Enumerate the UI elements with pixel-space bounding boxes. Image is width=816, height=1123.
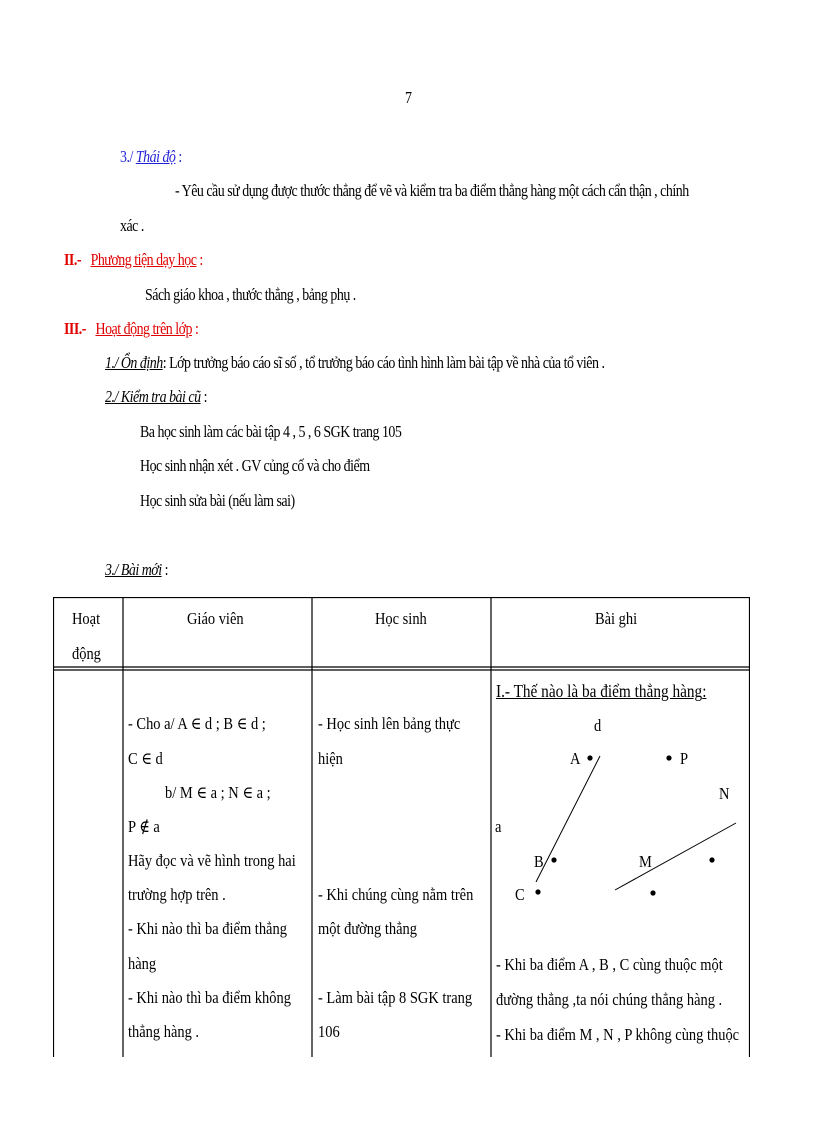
point-N-dot bbox=[709, 857, 714, 862]
check-label: 2./ Kiểm tra bài cũ bbox=[105, 387, 201, 406]
label-C: C bbox=[515, 885, 525, 904]
point-M-dot bbox=[650, 890, 655, 895]
new-lesson-suffix: : bbox=[164, 560, 169, 579]
teacher-line-2: C ∈ d bbox=[128, 749, 163, 768]
teacher-line-5: Hãy đọc và vẽ hình trong hai bbox=[128, 851, 296, 870]
attitude-line-2: xác . bbox=[120, 216, 144, 235]
line-a bbox=[615, 823, 736, 890]
teacher-line-4: P ∉ a bbox=[128, 817, 160, 836]
label-B: B bbox=[534, 852, 544, 871]
stabilize-line bbox=[105, 353, 604, 373]
three-points-figure bbox=[492, 697, 750, 907]
section3-number: III.- bbox=[64, 319, 86, 338]
section3-heading bbox=[64, 319, 198, 339]
label-a: a bbox=[495, 817, 502, 836]
label-N: N bbox=[719, 784, 730, 803]
teacher-line-7: - Khi nào thì ba điểm thẳng bbox=[128, 919, 287, 938]
new-lesson-heading bbox=[105, 560, 168, 580]
stabilize-label: 1./ Ổn định bbox=[105, 353, 163, 372]
check-heading bbox=[105, 387, 207, 407]
page-number: 7 bbox=[405, 88, 412, 107]
lesson-table bbox=[53, 597, 750, 1057]
teacher-line-1: - Cho a/ A ∈ d ; B ∈ d ; bbox=[128, 714, 266, 733]
section3-suffix: : bbox=[194, 319, 199, 338]
teacher-line-9: - Khi nào thì ba điểm không bbox=[128, 988, 291, 1007]
section2-number: II.- bbox=[64, 250, 82, 269]
label-d: d bbox=[594, 716, 602, 735]
header-student: Học sinh bbox=[375, 609, 427, 628]
point-P bbox=[666, 755, 671, 760]
attitude-title: Thái độ bbox=[135, 147, 176, 166]
attitude-heading bbox=[120, 147, 182, 167]
header-teacher: Giáo viên bbox=[187, 609, 244, 628]
label-A: A bbox=[570, 749, 581, 768]
notes-heading-title: I.- Thế nào là ba điểm thẳng hàng bbox=[496, 681, 703, 701]
header-notes: Bài ghi bbox=[595, 609, 638, 628]
new-lesson-label: 3./ Bài mới bbox=[105, 560, 162, 579]
student-line-6: 106 bbox=[318, 1022, 340, 1041]
section2-suffix: : bbox=[199, 250, 203, 269]
point-A bbox=[587, 755, 592, 760]
check-line-1: Ba học sinh làm các bài tập 4 , 5 , 6 SGK trang 105 bbox=[140, 422, 402, 441]
student-line-3: - Khi chúng cùng nằm trên bbox=[318, 885, 474, 904]
student-line-2: hiện bbox=[318, 749, 343, 768]
teacher-line-6: trường hợp trên . bbox=[128, 885, 226, 904]
teacher-line-8: hàng bbox=[128, 954, 157, 973]
label-M: M bbox=[639, 852, 652, 871]
teacher-line-10: thẳng hàng . bbox=[128, 1022, 200, 1041]
label-P: P bbox=[680, 749, 689, 768]
student-line-1: - Học sinh lên bảng thực bbox=[318, 714, 461, 733]
check-suffix: : bbox=[203, 387, 207, 406]
header-activity-line2: động bbox=[72, 644, 101, 663]
notes-heading-suffix: : bbox=[702, 681, 707, 701]
check-line-3: Học sinh sửa bài (nếu làm sai) bbox=[140, 491, 295, 510]
section2-heading bbox=[64, 250, 203, 270]
point-B bbox=[551, 857, 556, 862]
stabilize-text: : Lớp trưởng báo cáo sĩ số , tổ trưởng báo cáo tình hình làm bài tập về nhà của tổ viên . bbox=[162, 353, 605, 372]
section2-title: Phương tiện dạy học bbox=[90, 250, 197, 269]
notes-line-3: - Khi ba điểm M , N , P không cùng thuộc bbox=[496, 1025, 740, 1044]
line-d bbox=[536, 756, 600, 882]
notes-line-2: đường thẳng ,ta nói chúng thẳng hàng . bbox=[496, 990, 723, 1009]
student-line-4: một đường thẳng bbox=[318, 919, 417, 938]
attitude-number: 3./ bbox=[120, 147, 133, 166]
attitude-line-1: - Yêu cầu sử dụng được thước thẳng để vẽ và kiểm tra ba điểm thẳng hàng một cách cẩn thận , chính bbox=[175, 181, 689, 200]
header-activity-line1: Hoạt bbox=[72, 609, 101, 628]
point-C bbox=[535, 889, 540, 894]
attitude-suffix: : bbox=[178, 147, 182, 166]
section2-content: Sách giáo khoa , thước thẳng , bảng phụ . bbox=[145, 285, 356, 304]
section3-title: Hoạt động trên lớp bbox=[95, 319, 192, 338]
check-line-2: Học sinh nhận xét . GV củng cố và cho điểm bbox=[140, 456, 370, 475]
teacher-line-3: b/ M ∈ a ; N ∈ a ; bbox=[165, 783, 271, 802]
student-line-5: - Làm bài tập 8 SGK trang bbox=[318, 988, 473, 1007]
notes-line-1: - Khi ba điểm A , B , C cùng thuộc một bbox=[496, 955, 723, 974]
